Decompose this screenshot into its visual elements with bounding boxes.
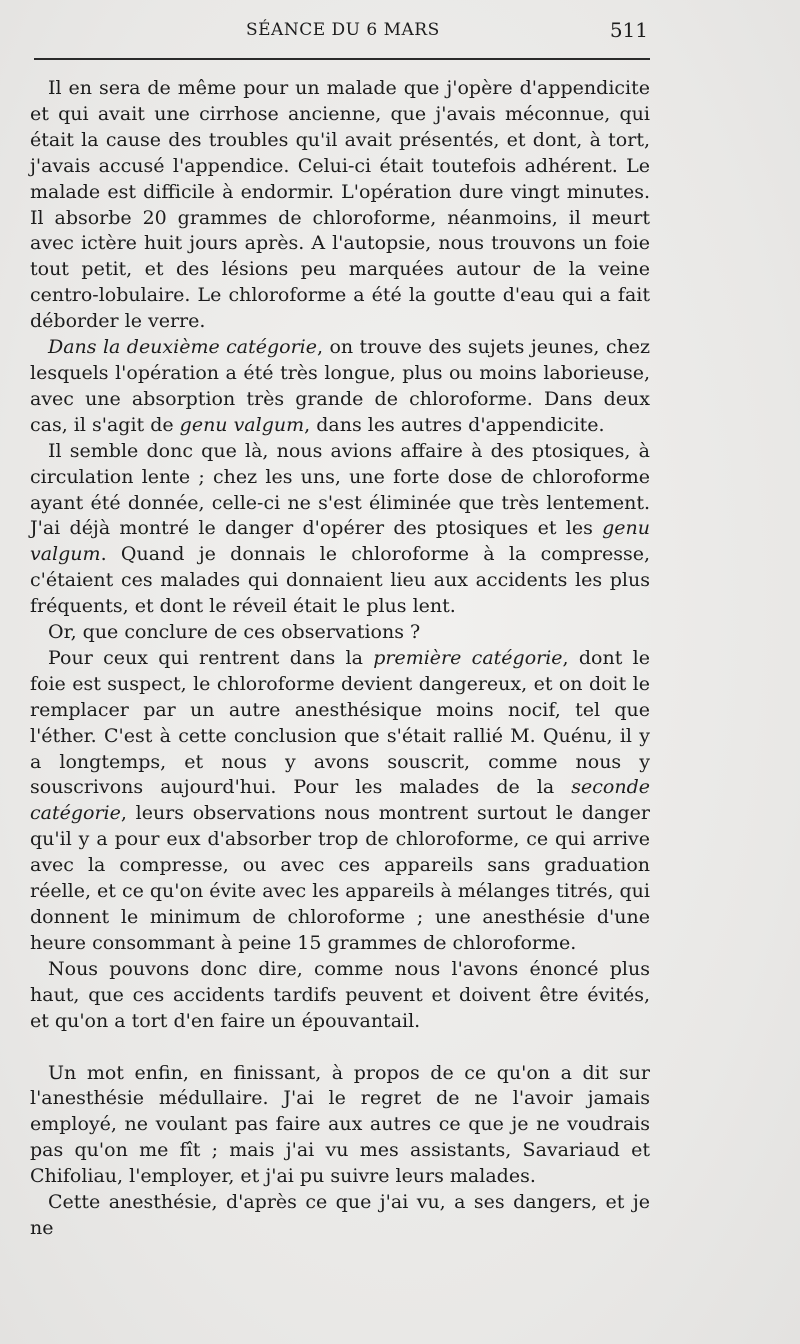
- text-run: , on trouve des sujets jeunes, chez lesquels l'opération a été très longue, plus ou moins laborieuse, avec une absorption très grande de chloroforme. Dans deux cas, il s'agit de: [30, 336, 651, 436]
- italic-phrase: genu valgum: [30, 517, 650, 566]
- body-text: [30, 76, 650, 1242]
- text-run: Il en sera de même pour un malade que j'opère d'appendicite et qui avait une cirrhose ancienne, que j'avais méconnue, qui était la cause des troubles qu'il avait présentés, et dont, à tort, j'avais accusé l'appendice. Celui-ci était toutefois adhérent. Le malade est difficile à endormir. L'opération dure vingt minutes. Il absorbe 20 grammes de chloroforme, néanmoins, il meurt avec ictère huit jours après. A l'autopsie, nous trouvons un foie tout petit, et des lésions peu marquées autour de la veine centro-lobulaire. Le chloroforme a été la goutte d'eau qui a fait déborder le verre.: [30, 77, 650, 333]
- text-run: , dont le foie est suspect, le chloroforme devient dangereux, et on doit le remplacer par un autre anesthésique moins nocif, tel que l'éther. C'est à cette conclusion que s'était rallié M. Quénu, il y a longtemps, et nous y avons souscrit, comme nous y souscrivons aujourd'hui. Pour les malades de la: [30, 646, 650, 799]
- text-run: , leurs observations nous montrent surtout le danger qu'il y a pour eux d'absorber trop de chloroforme, ce qui arrive avec la compresse, ou avec ces appareils sans graduation réelle, et ce qu'on évite avec les appareils à mélanges titrés, qui donnent le minimum de chloroforme ; une anesthésie d'une heure consommant à peine 15 grammes de chloroforme.: [30, 802, 650, 954]
- text-run: Il semble donc que là, nous avions affaire à des ptosiques, à circulation lente ; chez les uns, une forte dose de chloroforme ayant été donnée, celle-ci ne s'est éliminée que très lentement. J'ai déjà montré le danger d'opérer des ptosiques et les: [30, 439, 650, 540]
- header-rule: [34, 58, 650, 60]
- paragraph-p6: [30, 957, 650, 1035]
- paragraph-p3: [30, 439, 650, 620]
- text-run: . Quand je donnais le chloroforme à la compresse, c'étaient ces malades qui donnaient lieu aux accidents les plus fréquents, et dont le réveil était le plus lent.: [30, 543, 650, 618]
- italic-phrase: seconde catégorie: [30, 776, 650, 825]
- paragraph-p5: [30, 646, 650, 957]
- paragraph-p1: [30, 76, 650, 335]
- italic-phrase: genu valgum: [179, 413, 305, 436]
- text-run: Nous pouvons donc dire, comme nous l'avons énoncé plus haut, que ces accidents tardifs peuvent et doivent être évités, et qu'on a tort d'en faire un épouvantail.: [30, 957, 650, 1032]
- italic-phrase: première catégorie: [373, 646, 563, 669]
- text-run: , dans les autres d'appendicite.: [304, 413, 605, 436]
- text-run: Pour ceux qui rentrent dans la: [48, 646, 374, 669]
- page-header: [30, 18, 650, 48]
- text-run: Un mot enfin, en finissant, à propos de ce qu'on a dit sur l'anesthésie médullaire. J'ai le regret de ne l'avoir jamais employé, ne voulant pas faire aux autres ce que je ne voudrais pas qu'on me fît ; mais j'ai vu mes assistants, Savariaud et Chifoliau, l'employer, et j'ai pu suivre leurs malades.: [30, 1061, 650, 1188]
- text-run: Or, que conclure de ces observations ?: [48, 621, 421, 644]
- page-number: 511: [609, 18, 648, 42]
- text-run: Cette anesthésie, d'après ce que j'ai vu, a ses dangers, et je ne: [30, 1191, 650, 1239]
- paragraph-p2: [30, 335, 650, 439]
- paragraph-p4: [30, 620, 650, 646]
- running-head: SÉANCE DU 6 MARS: [246, 20, 440, 40]
- italic-phrase: Dans la deuxième catégorie: [48, 336, 317, 359]
- paragraph-p7: [30, 1061, 650, 1191]
- paragraph-p8: [30, 1190, 650, 1242]
